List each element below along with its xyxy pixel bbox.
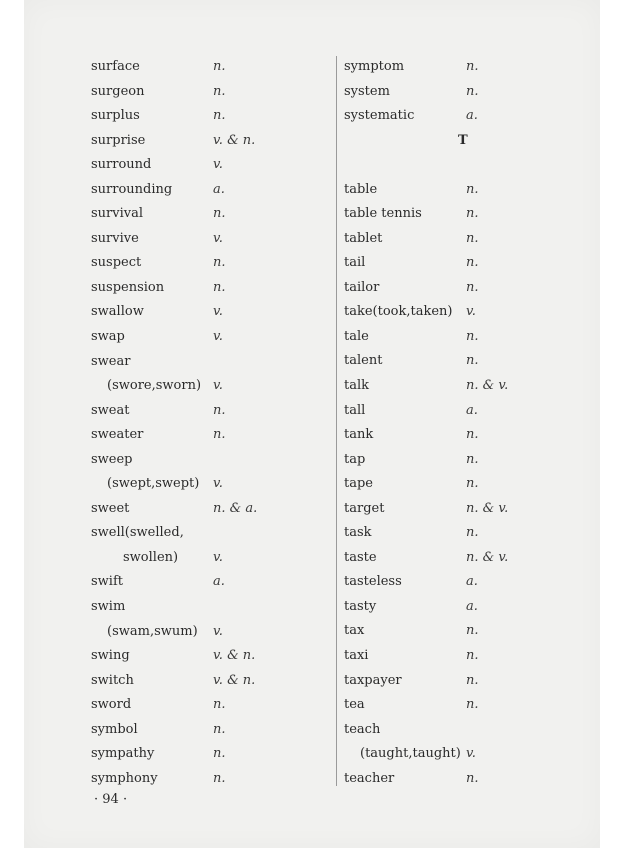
dictionary-entry [91, 178, 331, 203]
part-of-speech: n. [466, 328, 479, 344]
entry-word: swap [91, 329, 125, 345]
dictionary-entry [91, 129, 331, 154]
entry-word: sweet [91, 500, 130, 516]
dictionary-entry [344, 546, 584, 571]
part-of-speech: a. [213, 181, 225, 197]
part-of-speech: n. & v. [466, 549, 509, 565]
entry-word: tape [344, 476, 373, 492]
dictionary-entry [344, 448, 584, 473]
dictionary-entry [344, 55, 584, 80]
dictionary-entry [344, 300, 584, 325]
entry-word: (swept,swept) [107, 476, 200, 492]
entry-word: talk [344, 378, 370, 394]
dictionary-entry [91, 595, 331, 620]
part-of-speech: a. [466, 598, 478, 614]
entry-word: survival [91, 206, 144, 222]
dictionary-entry [91, 644, 331, 669]
entry-word: sword [91, 697, 132, 713]
part-of-speech: n. [213, 746, 226, 762]
entry-word: (swam,swum) [107, 623, 198, 639]
dictionary-entry [91, 423, 331, 448]
part-of-speech: v. & n. [213, 132, 256, 148]
part-of-speech: n. [466, 427, 479, 443]
entry-word: suspension [91, 279, 165, 295]
dictionary-entry [344, 374, 584, 399]
part-of-speech: n. [466, 206, 479, 222]
part-of-speech: n. [213, 402, 226, 418]
dictionary-entry [344, 104, 584, 129]
entry-word: sweater [91, 427, 144, 443]
part-of-speech: n. [213, 427, 226, 443]
entry-word: swim [91, 599, 126, 615]
part-of-speech: v. [213, 378, 223, 394]
entry-word: swollen) [123, 549, 179, 565]
part-of-speech: v. [213, 329, 223, 345]
dictionary-entry [91, 227, 331, 252]
left-column [91, 55, 331, 791]
dictionary-entry [344, 742, 584, 767]
entry-word: taxpayer [344, 672, 402, 688]
part-of-speech: v. & n. [213, 648, 256, 664]
entry-word: table [344, 181, 378, 197]
dictionary-entry [344, 619, 584, 644]
entry-word: sweep [91, 451, 133, 467]
part-of-speech: n. [466, 648, 479, 664]
part-of-speech: n. [213, 279, 226, 295]
entry-word: symbol [91, 721, 138, 737]
dictionary-entry [91, 497, 331, 522]
entry-word: system [344, 83, 390, 99]
dictionary-entry [91, 374, 331, 399]
dictionary-entry [91, 325, 331, 350]
part-of-speech: n. [466, 181, 479, 197]
entry-word: sweat [91, 402, 130, 418]
dictionary-entry [344, 349, 584, 374]
part-of-speech: a. [466, 574, 478, 590]
part-of-speech: a. [213, 574, 225, 590]
entry-word: target [344, 500, 385, 516]
dictionary-entry [91, 742, 331, 767]
dictionary-entry [91, 153, 331, 178]
entry-word: systematic [344, 108, 415, 124]
part-of-speech: n. [466, 525, 479, 541]
entry-word: tasteless [344, 574, 402, 590]
entry-word: tailor [344, 279, 380, 295]
entry-word: table tennis [344, 206, 422, 222]
part-of-speech: n. [466, 770, 479, 786]
dictionary-entry [344, 325, 584, 350]
part-of-speech: n. [466, 697, 479, 713]
entry-word: tank [344, 427, 374, 443]
dictionary-entry [91, 55, 331, 80]
entry-word: swear [91, 353, 131, 369]
part-of-speech: n. [466, 672, 479, 688]
entry-word: swing [91, 648, 130, 664]
entry-word: suspect [91, 255, 142, 271]
entry-word: tea [344, 697, 365, 713]
dictionary-entry [344, 497, 584, 522]
part-of-speech: v. [213, 230, 223, 246]
part-of-speech: n. [213, 206, 226, 222]
entry-word: switch [91, 672, 134, 688]
dictionary-entry [91, 300, 331, 325]
dictionary-entry [344, 178, 584, 203]
entry-word: swift [91, 574, 123, 590]
entry-word: tail [344, 255, 366, 271]
dictionary-entry [91, 350, 331, 375]
part-of-speech: n. & a. [213, 500, 258, 516]
dictionary-entry [344, 472, 584, 497]
part-of-speech: v. & n. [213, 672, 256, 688]
part-of-speech: v. [466, 746, 476, 762]
part-of-speech: n. [466, 476, 479, 492]
dictionary-entry [91, 669, 331, 694]
dictionary-entry [344, 521, 584, 546]
dictionary-entry [91, 620, 331, 645]
dictionary-entry [344, 227, 584, 252]
dictionary-entry [91, 546, 331, 571]
entry-word: taxi [344, 648, 369, 664]
letter-heading: T [458, 132, 468, 148]
part-of-speech: n. & v. [466, 500, 509, 516]
dictionary-entry [344, 570, 584, 595]
dictionary-entry [344, 718, 584, 743]
entry-word: surround [91, 157, 152, 173]
page-number: · 94 · [94, 792, 128, 807]
dictionary-entry [344, 595, 584, 620]
part-of-speech: n. [466, 451, 479, 467]
part-of-speech: n. [466, 255, 479, 271]
entry-word: surgeon [91, 83, 145, 99]
dictionary-entry [344, 644, 584, 669]
dictionary-page [24, 0, 600, 848]
dictionary-entry [344, 276, 584, 301]
dictionary-entry [91, 251, 331, 276]
entry-word: swallow [91, 304, 144, 320]
entry-word: symptom [344, 59, 405, 74]
dictionary-entry [344, 399, 584, 424]
part-of-speech: n. [466, 230, 479, 246]
dictionary-entry [91, 104, 331, 129]
dictionary-entry [91, 276, 331, 301]
dictionary-entry [91, 399, 331, 424]
entry-word: (taught,taught) [360, 746, 461, 762]
entry-word: symphony [91, 770, 158, 786]
entry-word: take(took,taken) [344, 304, 453, 320]
entry-word: tap [344, 451, 366, 467]
entry-word: talent [344, 353, 383, 369]
part-of-speech: n. [466, 59, 479, 74]
dictionary-entry [91, 718, 331, 743]
part-of-speech: n. [213, 721, 226, 737]
entry-word: surprise [91, 132, 146, 148]
part-of-speech: n. [213, 697, 226, 713]
part-of-speech: n. [213, 59, 226, 74]
part-of-speech: v. [213, 549, 223, 565]
dictionary-entry [91, 80, 331, 105]
part-of-speech: n. [213, 255, 226, 271]
part-of-speech: n. [466, 83, 479, 99]
dictionary-entry [91, 570, 331, 595]
part-of-speech: v. [466, 304, 476, 320]
dictionary-entry [344, 251, 584, 276]
part-of-speech: n. & v. [466, 378, 509, 394]
dictionary-entry [344, 693, 584, 718]
entry-word: teach [344, 721, 381, 737]
part-of-speech: a. [466, 402, 478, 418]
dictionary-entry [344, 423, 584, 448]
entry-word: survive [91, 230, 139, 246]
entry-word: tale [344, 328, 369, 344]
part-of-speech: n. [213, 83, 226, 99]
entry-word: surrounding [91, 181, 173, 197]
letter-heading-row [344, 129, 584, 178]
part-of-speech: a. [466, 108, 478, 124]
entry-word: sympathy [91, 746, 155, 762]
part-of-speech: n. [466, 279, 479, 295]
entry-word: surface [91, 59, 140, 74]
part-of-speech: n. [466, 353, 479, 369]
part-of-speech: v. [213, 476, 223, 492]
entry-word: task [344, 525, 372, 541]
part-of-speech: v. [213, 157, 223, 173]
entry-word: tasty [344, 598, 377, 614]
right-column [344, 55, 584, 791]
entry-word: (swore,sworn) [107, 378, 202, 394]
entry-word: swell(swelled, [91, 525, 184, 541]
entry-word: taste [344, 549, 377, 565]
column-divider [336, 56, 337, 786]
entry-word: tablet [344, 230, 383, 246]
dictionary-entry [91, 767, 331, 792]
dictionary-entry [91, 202, 331, 227]
dictionary-entry [91, 521, 331, 546]
dictionary-entry [91, 472, 331, 497]
part-of-speech: v. [213, 623, 223, 639]
entry-word: surplus [91, 108, 140, 124]
part-of-speech: n. [213, 770, 226, 786]
part-of-speech: n. [466, 623, 479, 639]
entry-word: tax [344, 623, 365, 639]
dictionary-entry [344, 669, 584, 694]
part-of-speech: v. [213, 304, 223, 320]
dictionary-entry [344, 80, 584, 105]
dictionary-entry [91, 448, 331, 473]
entry-word: teacher [344, 770, 395, 786]
part-of-speech: n. [213, 108, 226, 124]
entry-word: tall [344, 402, 366, 418]
dictionary-entry [344, 767, 584, 792]
dictionary-entry [344, 202, 584, 227]
dictionary-entry [91, 693, 331, 718]
